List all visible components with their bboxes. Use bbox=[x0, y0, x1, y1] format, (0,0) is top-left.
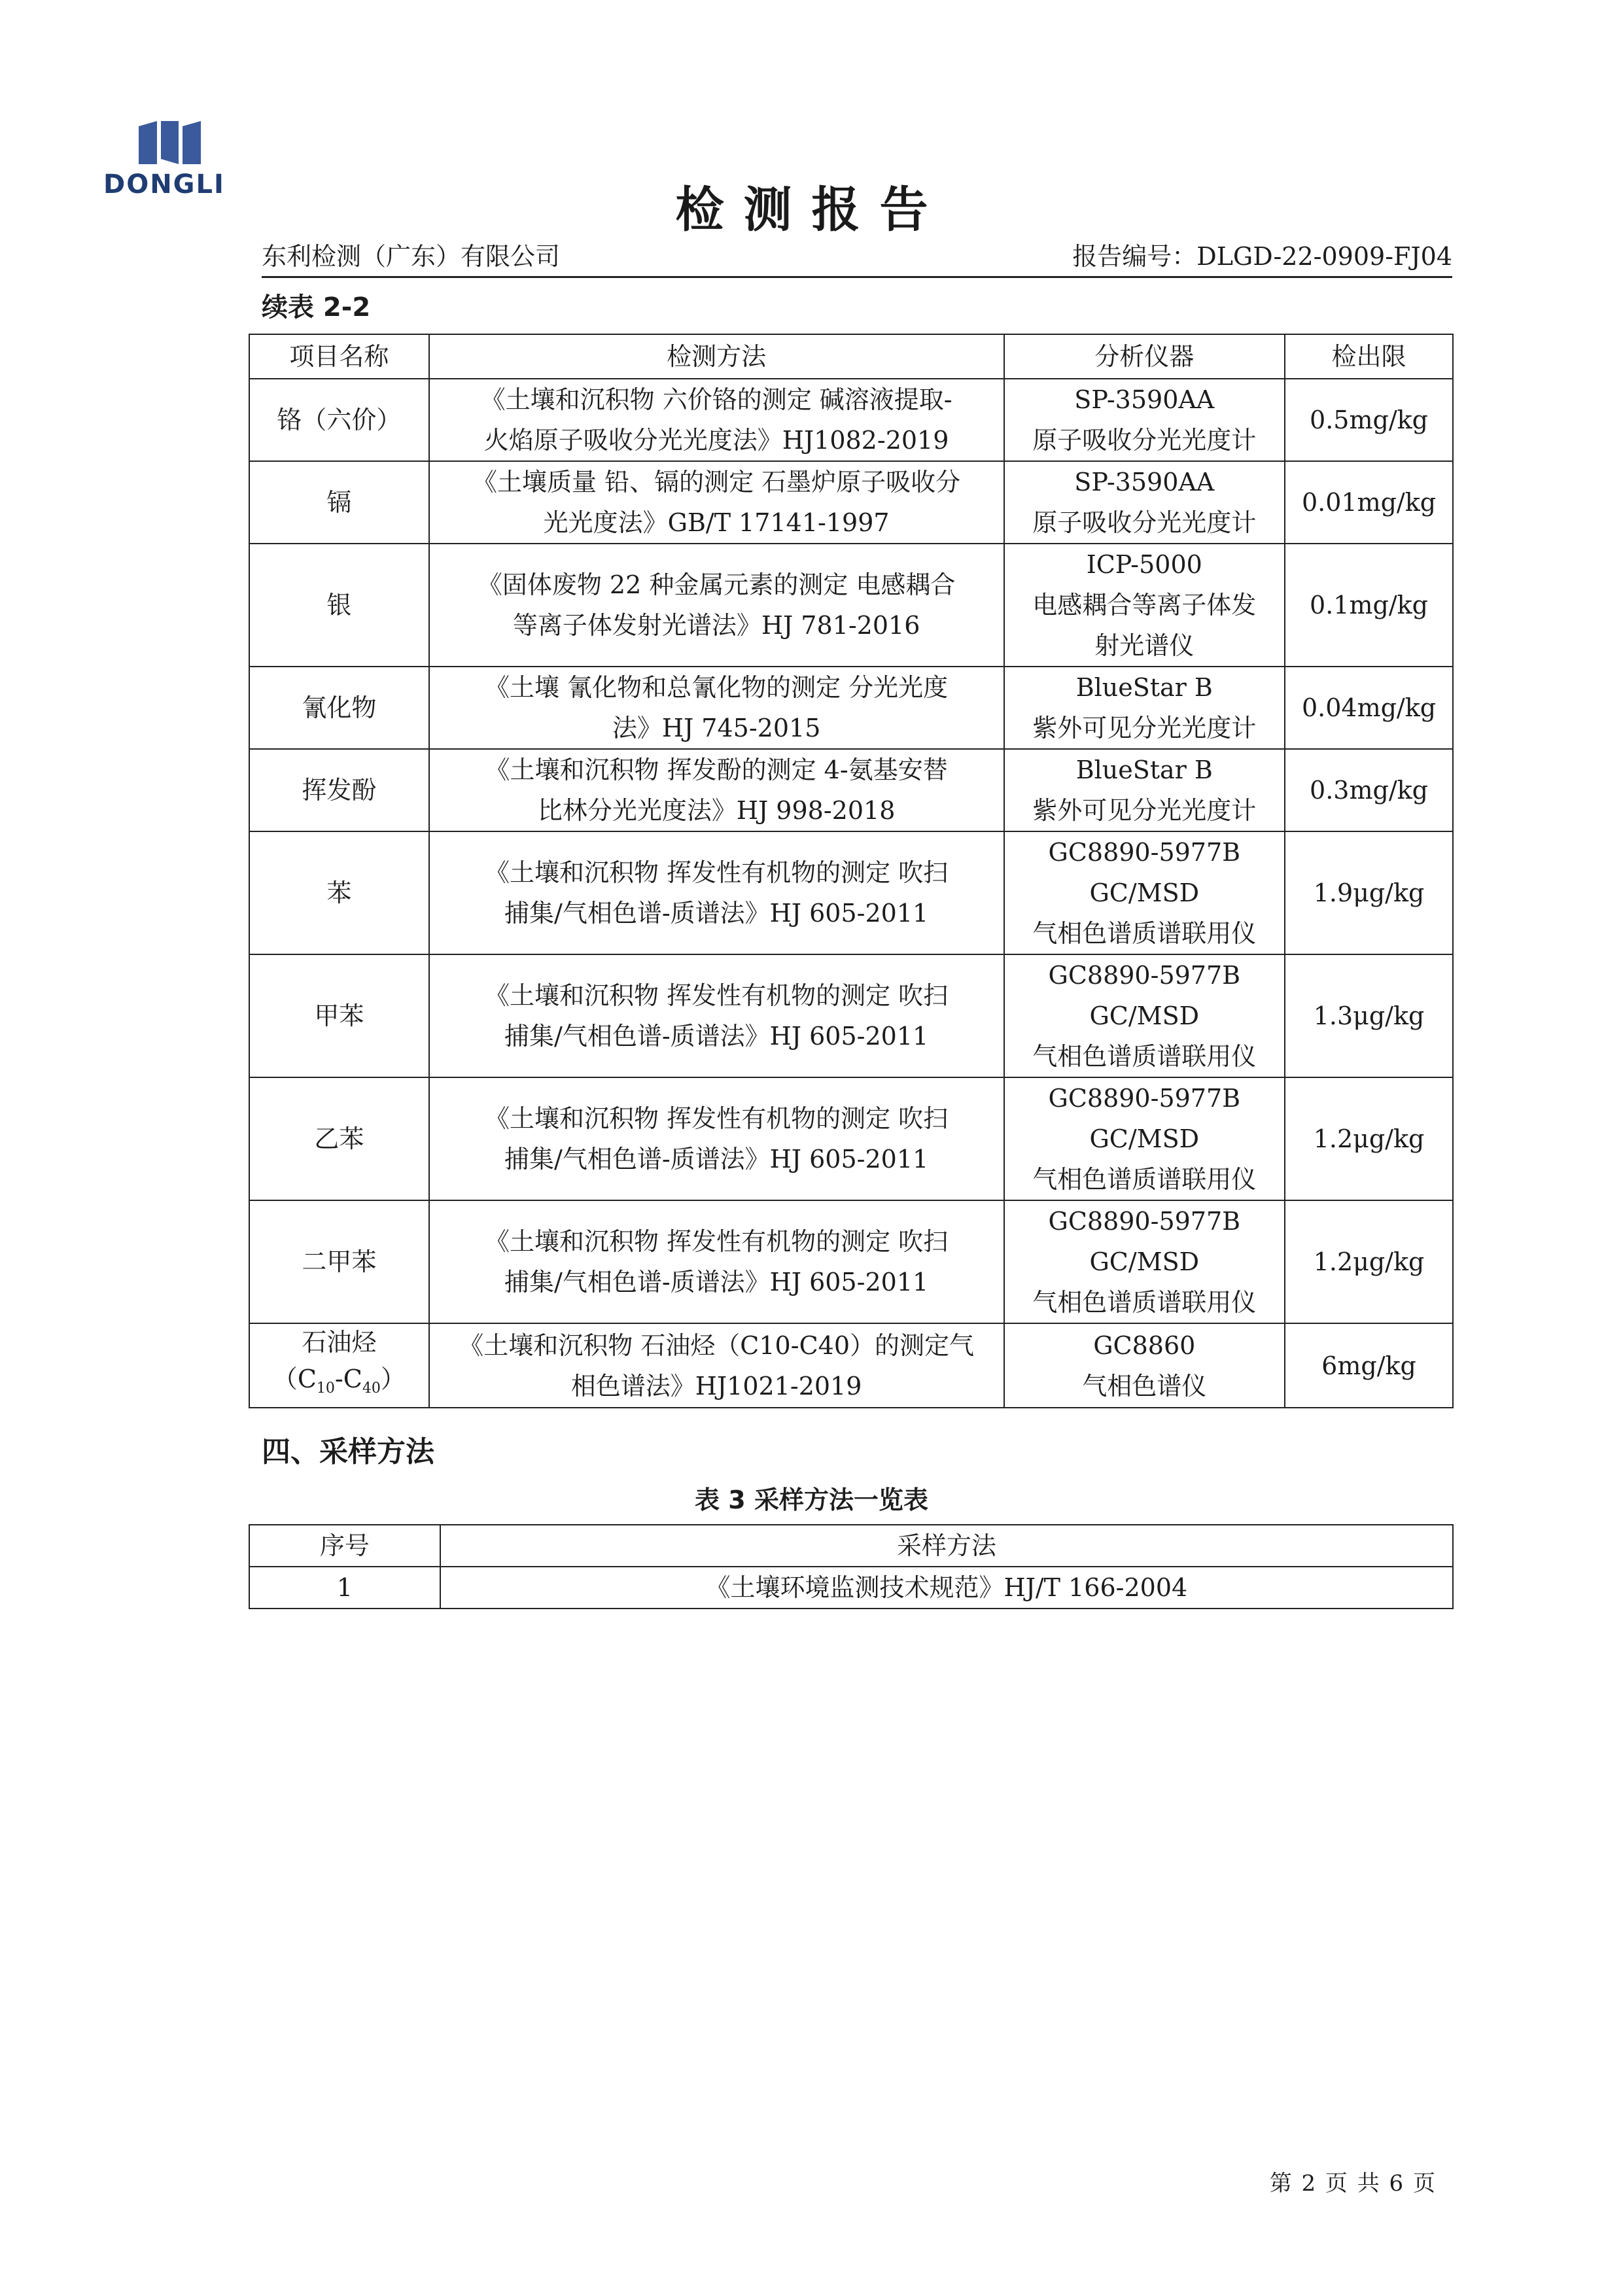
section-sampling-title: 四、采样方法 bbox=[262, 1435, 434, 1469]
instrument-line: GC8890-5977B bbox=[1048, 838, 1241, 867]
table-row bbox=[249, 1077, 1453, 1200]
table-header-row bbox=[249, 334, 1453, 379]
method-line: 光光度法》GB/T 17141-1997 bbox=[543, 508, 890, 537]
table-row bbox=[249, 1567, 1453, 1609]
header-instrument: 分析仪器 bbox=[1004, 334, 1285, 379]
cell-limit: 6mg/kg bbox=[1285, 1323, 1453, 1408]
cell-method bbox=[429, 1323, 1004, 1408]
cell-limit: 0.1mg/kg bbox=[1285, 544, 1453, 667]
instrument-line: BlueStar B bbox=[1075, 673, 1213, 702]
cell-limit: 1.3μg/kg bbox=[1285, 954, 1453, 1077]
instrument-line: 紫外可见分光光度计 bbox=[1032, 796, 1257, 825]
instrument-line: GC8860 bbox=[1093, 1331, 1196, 1360]
method-line: 《土壤和沉积物 六价铬的测定 碱溶液提取- bbox=[480, 385, 952, 414]
table-row bbox=[249, 461, 1453, 544]
continued-table-label: 续表 2-2 bbox=[262, 292, 371, 322]
cell-item-name: 二甲苯 bbox=[249, 1200, 429, 1323]
instrument-line: ICP-5000 bbox=[1086, 550, 1202, 579]
cell-method bbox=[429, 954, 1004, 1077]
cell-limit: 1.9μg/kg bbox=[1285, 831, 1453, 954]
method-line: 法》HJ 745-2015 bbox=[612, 714, 821, 742]
item-formula-part: （C bbox=[272, 1365, 317, 1393]
instrument-line: GC8890-5977B bbox=[1048, 961, 1241, 990]
cell-instrument bbox=[1004, 1200, 1285, 1323]
report-title: 检测报告 bbox=[675, 182, 948, 238]
instrument-line: GC8890-5977B bbox=[1048, 1084, 1241, 1113]
detection-methods-table bbox=[249, 334, 1454, 1408]
table3-caption: 表 3 采样方法一览表 bbox=[695, 1486, 928, 1514]
instrument-line: 电感耦合等离子体发 bbox=[1032, 591, 1257, 619]
dongli-logo-icon bbox=[139, 121, 201, 164]
method-line: 相色谱法》HJ1021-2019 bbox=[570, 1371, 862, 1400]
instrument-line: 气相色谱质谱联用仪 bbox=[1032, 1288, 1257, 1317]
instrument-line: 射光谱仪 bbox=[1094, 631, 1195, 660]
instrument-line: 紫外可见分光光度计 bbox=[1032, 714, 1257, 742]
header-method: 检测方法 bbox=[429, 334, 1004, 379]
item-formula-part: -C bbox=[334, 1365, 362, 1393]
method-line: 《土壤和沉积物 挥发酚的测定 4-氨基安替 bbox=[485, 756, 948, 784]
cell-limit: 0.01mg/kg bbox=[1285, 461, 1453, 544]
table-row bbox=[249, 544, 1453, 667]
logo-text: DONGLI bbox=[103, 169, 225, 200]
instrument-line: 气相色谱质谱联用仪 bbox=[1032, 1165, 1257, 1194]
cell-instrument bbox=[1004, 461, 1285, 544]
cell-instrument bbox=[1004, 1323, 1285, 1408]
cell-limit: 0.5mg/kg bbox=[1285, 379, 1453, 461]
cell-limit: 0.04mg/kg bbox=[1285, 667, 1453, 749]
instrument-line: 原子吸收分光光度计 bbox=[1032, 426, 1257, 455]
header-item-name: 项目名称 bbox=[249, 334, 429, 379]
table-row bbox=[249, 379, 1453, 461]
table-row bbox=[249, 749, 1453, 831]
cell-instrument bbox=[1004, 544, 1285, 667]
method-line: 捕集/气相色谱-质谱法》HJ 605-2011 bbox=[504, 1145, 929, 1174]
cell-limit: 1.2μg/kg bbox=[1285, 1200, 1453, 1323]
report-number: 报告编号：DLGD-22-0909-FJ04 bbox=[1072, 242, 1452, 271]
method-line: 《土壤和沉积物 石油烃（C10-C40）的测定气 bbox=[459, 1331, 974, 1360]
instrument-line: GC/MSD bbox=[1089, 1124, 1200, 1153]
instrument-line: 原子吸收分光光度计 bbox=[1032, 508, 1257, 537]
cell-method bbox=[429, 749, 1004, 831]
cell-instrument bbox=[1004, 1077, 1285, 1200]
method-line: 《固体废物 22 种金属元素的测定 电感耦合 bbox=[477, 570, 956, 599]
cell-instrument bbox=[1004, 954, 1285, 1077]
method-line: 比林分光光度法》HJ 998-2018 bbox=[537, 796, 896, 825]
method-line: 《土壤和沉积物 挥发性有机物的测定 吹扫 bbox=[485, 1227, 949, 1256]
header-sampling-method: 采样方法 bbox=[440, 1525, 1453, 1567]
method-line: 《土壤和沉积物 挥发性有机物的测定 吹扫 bbox=[485, 981, 949, 1010]
table-row bbox=[249, 954, 1453, 1077]
cell-item-name: 铬（六价） bbox=[249, 379, 429, 461]
method-line: 《土壤 氰化物和总氰化物的测定 分光光度 bbox=[485, 673, 949, 702]
method-line: 捕集/气相色谱-质谱法》HJ 605-2011 bbox=[504, 1268, 929, 1296]
cell-method bbox=[429, 379, 1004, 461]
instrument-line: 气相色谱质谱联用仪 bbox=[1032, 919, 1257, 948]
instrument-line: SP-3590AA bbox=[1074, 385, 1215, 414]
cell-item-name: 甲苯 bbox=[249, 954, 429, 1077]
instrument-line: SP-3590AA bbox=[1074, 468, 1215, 496]
report-header bbox=[262, 239, 1452, 278]
cell-method bbox=[429, 461, 1004, 544]
cell-method bbox=[429, 667, 1004, 749]
table-header-row bbox=[249, 1525, 1453, 1567]
item-subscript: 10 bbox=[316, 1380, 335, 1397]
method-line: 捕集/气相色谱-质谱法》HJ 605-2011 bbox=[504, 1022, 929, 1051]
cell-instrument bbox=[1004, 749, 1285, 831]
cell-item-name: 镉 bbox=[249, 461, 429, 544]
cell-method bbox=[429, 831, 1004, 954]
table-row bbox=[249, 1323, 1453, 1408]
cell-sampling-method: 《土壤环境监测技术规范》HJ/T 166-2004 bbox=[440, 1567, 1453, 1609]
method-line: 火焰原子吸收分光光度法》HJ1082-2019 bbox=[483, 426, 949, 455]
method-line: 等离子体发射光谱法》HJ 781-2016 bbox=[512, 611, 920, 640]
instrument-line: 气相色谱仪 bbox=[1082, 1371, 1207, 1400]
header-limit: 检出限 bbox=[1285, 334, 1453, 379]
instrument-line: GC8890-5977B bbox=[1048, 1207, 1241, 1236]
cell-limit: 0.3mg/kg bbox=[1285, 749, 1453, 831]
cell-method bbox=[429, 1077, 1004, 1200]
page-number: 第 2 页 共 6 页 bbox=[1269, 2170, 1437, 2197]
cell-item-name: 银 bbox=[249, 544, 429, 667]
cell-instrument bbox=[1004, 831, 1285, 954]
item-formula-part: ） bbox=[380, 1365, 406, 1393]
instrument-line: 气相色谱质谱联用仪 bbox=[1032, 1042, 1257, 1071]
cell-item-name: 苯 bbox=[249, 831, 429, 954]
method-line: 捕集/气相色谱-质谱法》HJ 605-2011 bbox=[504, 899, 929, 928]
item-line: 石油烃 bbox=[302, 1328, 377, 1357]
instrument-line: GC/MSD bbox=[1089, 1247, 1200, 1276]
cell-item-name: 乙苯 bbox=[249, 1077, 429, 1200]
cell-limit: 1.2μg/kg bbox=[1285, 1077, 1453, 1200]
instrument-line: BlueStar B bbox=[1075, 756, 1213, 784]
header-serial-no: 序号 bbox=[249, 1525, 440, 1567]
cell-instrument bbox=[1004, 667, 1285, 749]
method-line: 《土壤质量 铅、镉的测定 石墨炉原子吸收分 bbox=[472, 468, 961, 496]
method-line: 《土壤和沉积物 挥发性有机物的测定 吹扫 bbox=[485, 858, 949, 887]
table-row bbox=[249, 1200, 1453, 1323]
method-line: 《土壤和沉积物 挥发性有机物的测定 吹扫 bbox=[485, 1104, 949, 1133]
instrument-line: GC/MSD bbox=[1089, 1001, 1200, 1030]
cell-item-name: 氰化物 bbox=[249, 667, 429, 749]
cell-item-name bbox=[249, 1323, 429, 1408]
cell-method bbox=[429, 544, 1004, 667]
table-row bbox=[249, 667, 1453, 749]
company-name: 东利检测（广东）有限公司 bbox=[262, 242, 561, 271]
instrument-line: GC/MSD bbox=[1089, 878, 1200, 907]
cell-instrument bbox=[1004, 379, 1285, 461]
item-subscript: 40 bbox=[362, 1380, 381, 1397]
cell-item-name: 挥发酚 bbox=[249, 749, 429, 831]
table-row bbox=[249, 831, 1453, 954]
sampling-methods-table bbox=[249, 1524, 1454, 1609]
cell-serial-no: 1 bbox=[249, 1567, 440, 1609]
cell-method bbox=[429, 1200, 1004, 1323]
